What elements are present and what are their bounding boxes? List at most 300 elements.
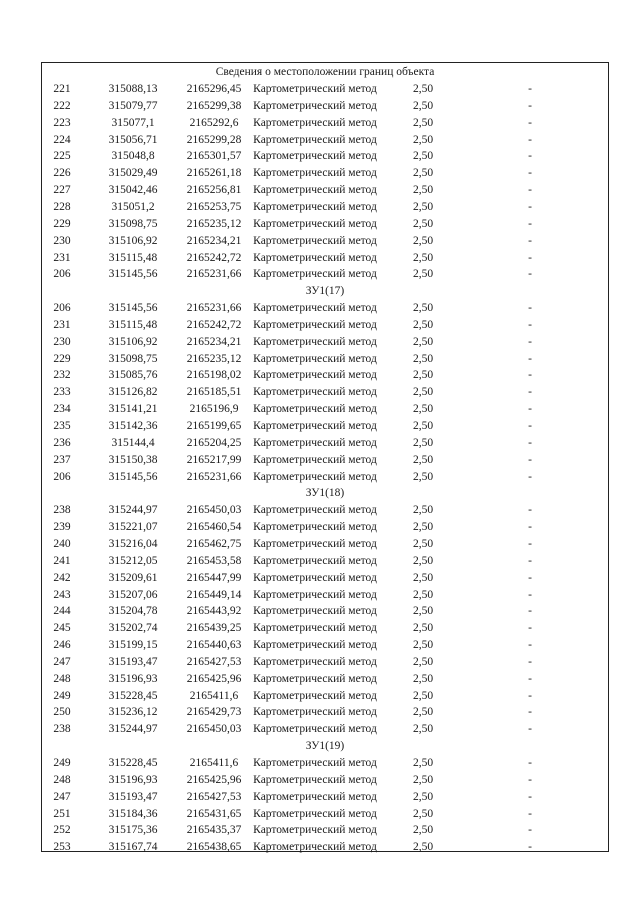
- accuracy-cell: 2,50: [412, 470, 434, 483]
- method-cell: Картометрический метод: [253, 200, 377, 213]
- coord-y: 2165231,66: [186, 470, 242, 483]
- coord-x: 315221,07: [108, 521, 158, 534]
- table-row: [42, 115, 608, 132]
- coord-y: 2165439,25: [186, 622, 242, 635]
- coord-x: 315098,75: [108, 217, 158, 230]
- accuracy-cell: 2,50: [412, 335, 434, 348]
- accuracy-cell: 2,50: [412, 99, 434, 112]
- coord-y: 2165242,72: [186, 251, 242, 264]
- point-number: 243: [53, 588, 71, 601]
- accuracy-cell: 2,50: [412, 453, 434, 466]
- point-number: 244: [53, 605, 71, 618]
- method-cell: Картометрический метод: [253, 234, 377, 247]
- note-cell: -: [528, 723, 532, 736]
- method-cell: Картометрический метод: [253, 99, 377, 112]
- accuracy-cell: 2,50: [412, 639, 434, 652]
- method-cell: Картометрический метод: [253, 588, 377, 601]
- accuracy-cell: 2,50: [412, 167, 434, 180]
- table-row: [42, 367, 608, 384]
- accuracy-cell: 2,50: [412, 436, 434, 449]
- method-cell: Картометрический метод: [253, 251, 377, 264]
- point-number: 249: [53, 757, 71, 769]
- method-cell: Картометрический метод: [253, 116, 377, 129]
- table-row: [42, 570, 608, 587]
- note-cell: -: [528, 453, 532, 466]
- coord-y: 2165256,81: [186, 184, 242, 197]
- point-number: 235: [53, 420, 71, 432]
- coord-x: 315184,36: [108, 807, 158, 820]
- note-cell: -: [528, 99, 532, 112]
- note-cell: -: [528, 403, 532, 416]
- method-cell: Картометрический метод: [253, 470, 377, 483]
- accuracy-cell: 2,50: [412, 200, 434, 213]
- table-row: [42, 772, 608, 789]
- table-row: [42, 755, 608, 772]
- point-number: 247: [53, 790, 71, 803]
- coord-y: 2165299,38: [186, 99, 242, 112]
- note-cell: -: [528, 504, 532, 517]
- coord-x: 315236,12: [108, 706, 158, 719]
- coord-y: 2165425,96: [186, 672, 242, 685]
- coord-x: 315115,48: [108, 251, 158, 264]
- accuracy-cell: 2,50: [412, 217, 434, 230]
- coord-x: 315228,45: [108, 757, 158, 769]
- method-cell: Картометрический метод: [253, 790, 377, 803]
- coord-y: 2165431,65: [186, 807, 242, 820]
- accuracy-cell: 2,50: [412, 504, 434, 517]
- section-header-row: [42, 283, 608, 300]
- accuracy-cell: 2,50: [412, 537, 434, 550]
- point-number: 251: [53, 807, 71, 820]
- point-number: 224: [53, 133, 71, 146]
- point-number: 206: [53, 302, 71, 315]
- point-number: 227: [53, 184, 71, 197]
- note-cell: -: [528, 588, 532, 601]
- section-header-row: [42, 738, 608, 755]
- coord-x: 315244,97: [108, 723, 158, 736]
- coord-y: 2165235,12: [186, 352, 242, 365]
- accuracy-cell: 2,50: [412, 605, 434, 618]
- table-row: [42, 637, 608, 654]
- note-cell: -: [528, 554, 532, 567]
- table-row: [42, 182, 608, 199]
- accuracy-cell: 2,50: [412, 184, 434, 197]
- method-cell: Картометрический метод: [253, 184, 377, 197]
- coord-y: 2165440,63: [186, 639, 242, 652]
- coord-y: 2165450,03: [186, 723, 242, 736]
- coord-y: 2165427,53: [186, 790, 242, 803]
- point-number: 236: [53, 436, 71, 449]
- coord-y: 2165261,18: [186, 167, 242, 180]
- coord-y: 2165411,6: [189, 757, 239, 769]
- point-number: 230: [53, 234, 71, 247]
- table-row: [42, 519, 608, 536]
- table-row: [42, 98, 608, 115]
- coord-x: 315088,13: [108, 83, 158, 95]
- table-row: [42, 603, 608, 620]
- note-cell: -: [528, 689, 532, 702]
- method-cell: Картометрический метод: [253, 318, 377, 331]
- coord-y: 2165217,99: [186, 453, 242, 466]
- point-number: 206: [53, 470, 71, 483]
- table-title: Сведения о местоположении границ объекта: [215, 66, 435, 78]
- coord-x: 315199,15: [108, 639, 158, 652]
- method-cell: Картометрический метод: [253, 757, 377, 769]
- coord-x: 315048,8: [111, 150, 155, 163]
- accuracy-cell: 2,50: [412, 116, 434, 129]
- accuracy-cell: 2,50: [412, 554, 434, 567]
- point-number: 225: [53, 150, 71, 163]
- table-row: [42, 620, 608, 637]
- coord-y: 2165231,66: [186, 302, 242, 315]
- note-cell: -: [528, 133, 532, 146]
- table-row: [42, 266, 608, 283]
- coord-x: 315228,45: [108, 689, 158, 702]
- table-row: [42, 469, 608, 486]
- coord-y: 2165443,92: [186, 605, 242, 618]
- coord-y: 2165196,9: [189, 403, 239, 416]
- note-cell: -: [528, 302, 532, 315]
- point-number: 228: [53, 200, 71, 213]
- table-row: [42, 806, 608, 823]
- accuracy-cell: 2,50: [412, 807, 434, 820]
- note-cell: -: [528, 116, 532, 129]
- table-row: [42, 401, 608, 418]
- table-row: [42, 822, 608, 839]
- coord-y: 2165462,75: [186, 537, 242, 550]
- point-number: 238: [53, 504, 71, 517]
- note-cell: -: [528, 217, 532, 230]
- method-cell: Картометрический метод: [253, 689, 377, 702]
- note-cell: -: [528, 386, 532, 399]
- method-cell: Картометрический метод: [253, 723, 377, 736]
- coord-x: 315145,56: [108, 470, 158, 483]
- coord-y: 2165185,51: [186, 386, 242, 399]
- coord-x: 315175,36: [108, 824, 158, 837]
- coord-y: 2165429,73: [186, 706, 242, 719]
- coord-y: 2165235,12: [186, 217, 242, 230]
- note-cell: -: [528, 167, 532, 180]
- accuracy-cell: 2,50: [412, 622, 434, 635]
- coord-y: 2165427,53: [186, 655, 242, 668]
- coord-y: 2165242,72: [186, 318, 242, 331]
- coord-x: 315098,75: [108, 352, 158, 365]
- note-cell: -: [528, 335, 532, 348]
- method-cell: Картометрический метод: [253, 554, 377, 567]
- coord-y: 2165411,6: [189, 689, 239, 702]
- note-cell: -: [528, 318, 532, 331]
- method-cell: Картометрический метод: [253, 672, 377, 685]
- point-number: 248: [53, 773, 71, 786]
- coord-x: 315145,56: [108, 268, 158, 281]
- note-cell: -: [528, 655, 532, 668]
- point-number: 237: [53, 453, 71, 466]
- coord-x: 315085,76: [108, 369, 158, 382]
- point-number: 206: [53, 268, 71, 281]
- coord-x: 315126,82: [108, 386, 158, 399]
- coord-y: 2165425,96: [186, 773, 242, 786]
- coord-y: 2165253,75: [186, 200, 242, 213]
- coord-x: 315212,05: [108, 554, 158, 567]
- accuracy-cell: 2,50: [412, 773, 434, 786]
- method-cell: Картометрический метод: [253, 773, 377, 786]
- point-number: 226: [53, 167, 71, 180]
- table-row: [42, 81, 608, 98]
- point-number: 229: [53, 352, 71, 365]
- point-number: 234: [53, 403, 71, 416]
- note-cell: -: [528, 83, 532, 95]
- table-row: [42, 317, 608, 334]
- note-cell: -: [528, 790, 532, 803]
- coord-x: 315216,04: [108, 537, 158, 550]
- note-cell: -: [528, 420, 532, 432]
- point-number: 241: [53, 554, 71, 567]
- accuracy-cell: 2,50: [412, 420, 434, 432]
- coord-y: 2165435,37: [186, 824, 242, 837]
- point-number: 231: [53, 318, 71, 331]
- table-title-row: [42, 64, 608, 81]
- accuracy-cell: 2,50: [412, 369, 434, 382]
- point-number: 252: [53, 824, 71, 837]
- table-row: [42, 384, 608, 401]
- method-cell: Картометрический метод: [253, 302, 377, 315]
- coord-x: 315150,38: [108, 453, 158, 466]
- coord-x: 315029,49: [108, 167, 158, 180]
- note-cell: -: [528, 622, 532, 635]
- method-cell: Картометрический метод: [253, 807, 377, 820]
- table-row: [42, 536, 608, 553]
- coord-x: 315056,71: [108, 133, 158, 146]
- method-cell: Картометрический метод: [253, 352, 377, 365]
- accuracy-cell: 2,50: [412, 841, 434, 854]
- accuracy-cell: 2,50: [412, 268, 434, 281]
- point-number: 222: [53, 99, 71, 112]
- method-cell: Картометрический метод: [253, 537, 377, 550]
- accuracy-cell: 2,50: [412, 757, 434, 769]
- table-row: [42, 654, 608, 671]
- point-number: 221: [53, 83, 71, 95]
- accuracy-cell: 2,50: [412, 403, 434, 416]
- accuracy-cell: 2,50: [412, 318, 434, 331]
- point-number: 231: [53, 251, 71, 264]
- coord-y: 2165204,25: [186, 436, 242, 449]
- note-cell: -: [528, 470, 532, 483]
- coord-x: 315209,61: [108, 571, 158, 584]
- section-label: ЗУ1(19): [305, 740, 345, 753]
- point-number: 232: [53, 369, 71, 382]
- note-cell: -: [528, 639, 532, 652]
- coordinates-table: [41, 62, 609, 852]
- point-number: 223: [53, 116, 71, 129]
- point-number: 249: [53, 689, 71, 702]
- coord-y: 2165438,65: [186, 841, 242, 854]
- accuracy-cell: 2,50: [412, 790, 434, 803]
- coord-x: 315207,06: [108, 588, 158, 601]
- coord-y: 2165292,6: [189, 116, 239, 129]
- section-label: ЗУ1(18): [305, 487, 345, 500]
- coord-x: 315142,36: [108, 420, 158, 432]
- coord-x: 315042,46: [108, 184, 158, 197]
- point-number: 238: [53, 723, 71, 736]
- accuracy-cell: 2,50: [412, 150, 434, 163]
- method-cell: Картометрический метод: [253, 150, 377, 163]
- note-cell: -: [528, 824, 532, 837]
- method-cell: Картометрический метод: [253, 167, 377, 180]
- method-cell: Картометрический метод: [253, 605, 377, 618]
- accuracy-cell: 2,50: [412, 386, 434, 399]
- note-cell: -: [528, 605, 532, 618]
- point-number: 248: [53, 672, 71, 685]
- coord-x: 315244,97: [108, 504, 158, 517]
- coord-y: 2165453,58: [186, 554, 242, 567]
- table-row: [42, 435, 608, 452]
- table-row: [42, 704, 608, 721]
- coord-y: 2165449,14: [186, 588, 242, 601]
- method-cell: Картометрический метод: [253, 386, 377, 399]
- coord-y: 2165299,28: [186, 133, 242, 146]
- section-label: ЗУ1(17): [305, 285, 345, 298]
- method-cell: Картометрический метод: [253, 824, 377, 837]
- table-row: [42, 688, 608, 705]
- point-number: 250: [53, 706, 71, 719]
- note-cell: -: [528, 268, 532, 281]
- coord-y: 2165296,45: [186, 83, 242, 95]
- point-number: 230: [53, 335, 71, 348]
- accuracy-cell: 2,50: [412, 83, 434, 95]
- table-row: [42, 132, 608, 149]
- coord-y: 2165460,54: [186, 521, 242, 534]
- accuracy-cell: 2,50: [412, 655, 434, 668]
- note-cell: -: [528, 251, 532, 264]
- method-cell: Картометрический метод: [253, 571, 377, 584]
- method-cell: Картометрический метод: [253, 133, 377, 146]
- method-cell: Картометрический метод: [253, 655, 377, 668]
- method-cell: Картометрический метод: [253, 453, 377, 466]
- method-cell: Картометрический метод: [253, 335, 377, 348]
- method-cell: Картометрический метод: [253, 369, 377, 382]
- coord-x: 315144,4: [111, 436, 155, 449]
- method-cell: Картометрический метод: [253, 420, 377, 432]
- accuracy-cell: 2,50: [412, 672, 434, 685]
- accuracy-cell: 2,50: [412, 251, 434, 264]
- table-row: [42, 216, 608, 233]
- method-cell: Картометрический метод: [253, 83, 377, 95]
- method-cell: Картометрический метод: [253, 639, 377, 652]
- note-cell: -: [528, 773, 532, 786]
- note-cell: -: [528, 352, 532, 365]
- note-cell: -: [528, 571, 532, 584]
- note-cell: -: [528, 706, 532, 719]
- coord-y: 2165450,03: [186, 504, 242, 517]
- accuracy-cell: 2,50: [412, 234, 434, 247]
- point-number: 240: [53, 537, 71, 550]
- coord-y: 2165234,21: [186, 335, 242, 348]
- point-number: 253: [53, 841, 71, 854]
- method-cell: Картометрический метод: [253, 403, 377, 416]
- accuracy-cell: 2,50: [412, 521, 434, 534]
- coord-x: 315141,21: [108, 403, 158, 416]
- table-row: [42, 250, 608, 267]
- table-row: [42, 721, 608, 738]
- coord-x: 315196,93: [108, 672, 158, 685]
- method-cell: Картометрический метод: [253, 217, 377, 230]
- table-row: [42, 334, 608, 351]
- note-cell: -: [528, 369, 532, 382]
- table-row: [42, 233, 608, 250]
- point-number: 247: [53, 655, 71, 668]
- note-cell: -: [528, 537, 532, 550]
- table-row: [42, 789, 608, 806]
- method-cell: Картометрический метод: [253, 436, 377, 449]
- method-cell: Картометрический метод: [253, 706, 377, 719]
- table-row: [42, 587, 608, 604]
- point-number: 246: [53, 639, 71, 652]
- coord-y: 2165301,57: [186, 150, 242, 163]
- point-number: 242: [53, 571, 71, 584]
- table-row: [42, 671, 608, 688]
- note-cell: -: [528, 672, 532, 685]
- table-row: [42, 199, 608, 216]
- method-cell: Картометрический метод: [253, 841, 377, 854]
- point-number: 239: [53, 521, 71, 534]
- point-number: 233: [53, 386, 71, 399]
- coord-x: 315051,2: [111, 200, 155, 213]
- coord-y: 2165198,02: [186, 369, 242, 382]
- coord-y: 2165199,65: [186, 420, 242, 432]
- section-header-row: [42, 485, 608, 502]
- coord-y: 2165234,21: [186, 234, 242, 247]
- table-row: [42, 418, 608, 435]
- coord-x: 315167,74: [108, 841, 158, 854]
- note-cell: -: [528, 521, 532, 534]
- method-cell: Картометрический метод: [253, 504, 377, 517]
- coord-x: 315106,92: [108, 234, 158, 247]
- note-cell: -: [528, 841, 532, 854]
- coord-x: 315202,74: [108, 622, 158, 635]
- coord-x: 315193,47: [108, 790, 158, 803]
- note-cell: -: [528, 807, 532, 820]
- table-row: [42, 300, 608, 317]
- table-row: [42, 165, 608, 182]
- method-cell: Картометрический метод: [253, 521, 377, 534]
- coord-x: 315193,47: [108, 655, 158, 668]
- table-row: [42, 839, 608, 856]
- coord-x: 315079,77: [108, 99, 158, 112]
- coord-x: 315115,48: [108, 318, 158, 331]
- coord-y: 2165447,99: [186, 571, 242, 584]
- accuracy-cell: 2,50: [412, 723, 434, 736]
- point-number: 245: [53, 622, 71, 635]
- note-cell: -: [528, 234, 532, 247]
- table-row: [42, 502, 608, 519]
- coord-x: 315204,78: [108, 605, 158, 618]
- coord-y: 2165231,66: [186, 268, 242, 281]
- coord-x: 315106,92: [108, 335, 158, 348]
- table-row: [42, 452, 608, 469]
- note-cell: -: [528, 436, 532, 449]
- method-cell: Картометрический метод: [253, 622, 377, 635]
- accuracy-cell: 2,50: [412, 824, 434, 837]
- accuracy-cell: 2,50: [412, 133, 434, 146]
- note-cell: -: [528, 150, 532, 163]
- coord-x: 315145,56: [108, 302, 158, 315]
- table-row: [42, 553, 608, 570]
- point-number: 229: [53, 217, 71, 230]
- accuracy-cell: 2,50: [412, 588, 434, 601]
- accuracy-cell: 2,50: [412, 352, 434, 365]
- note-cell: -: [528, 184, 532, 197]
- table-row: [42, 148, 608, 165]
